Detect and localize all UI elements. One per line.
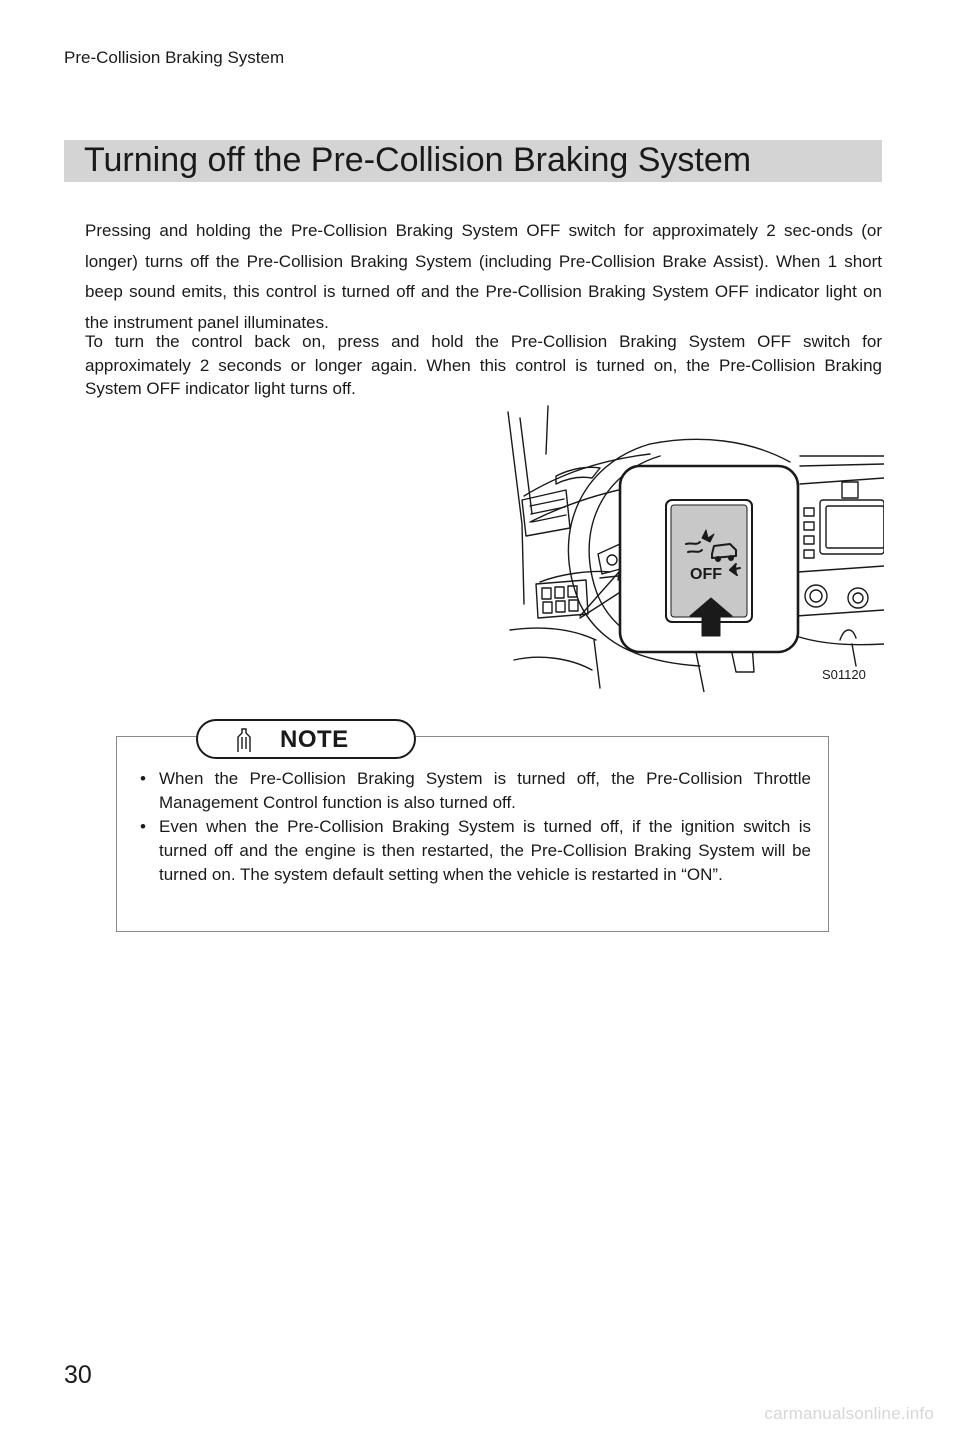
figure-id: S01120 xyxy=(822,667,866,682)
dashboard-illustration xyxy=(500,404,884,692)
section-title: Turning off the Pre-Collision Braking System xyxy=(84,141,752,179)
note-badge xyxy=(196,719,416,759)
body-paragraph-1: Pressing and holding the Pre-Collision Braking System OFF switch for approximately 2 sec-onds (or longer) turns off the Pre-Collision Braking System (including Pre-Collision Brake Assist). When 1 short beep sound emits, this control is turned off and the Pre-Collision Braking System OFF indicator light on the instrument panel illuminates. xyxy=(85,221,882,332)
running-header: Pre-Collision Braking System xyxy=(64,48,285,67)
note-hand-icon xyxy=(234,727,254,753)
body-paragraph-2: To turn the control back on, press and hold the Pre-Collision Braking System OFF switch for approximately 2 seconds or longer again. When this control is turned on, the Pre-Collision Braking System OFF indicator light turns off. xyxy=(85,332,882,398)
note-item: • Even when the Pre-Collision Braking System is turned off, if the ignition switch is turned off and the engine is then restarted, the Pre-Collision Braking System will be turned on. The system default setting when the vehicle is restarted in “ON”. xyxy=(138,815,811,887)
page-number: 30 xyxy=(64,1361,92,1389)
watermark: carmanualsonline.info xyxy=(764,1404,934,1423)
note-label: NOTE xyxy=(280,726,349,753)
note-list xyxy=(138,767,811,887)
switch-off-label: OFF xyxy=(690,566,722,583)
note-item: • When the Pre-Collision Braking System is turned off, the Pre-Collision Throttle Management Control function is also turned off. xyxy=(138,767,811,815)
